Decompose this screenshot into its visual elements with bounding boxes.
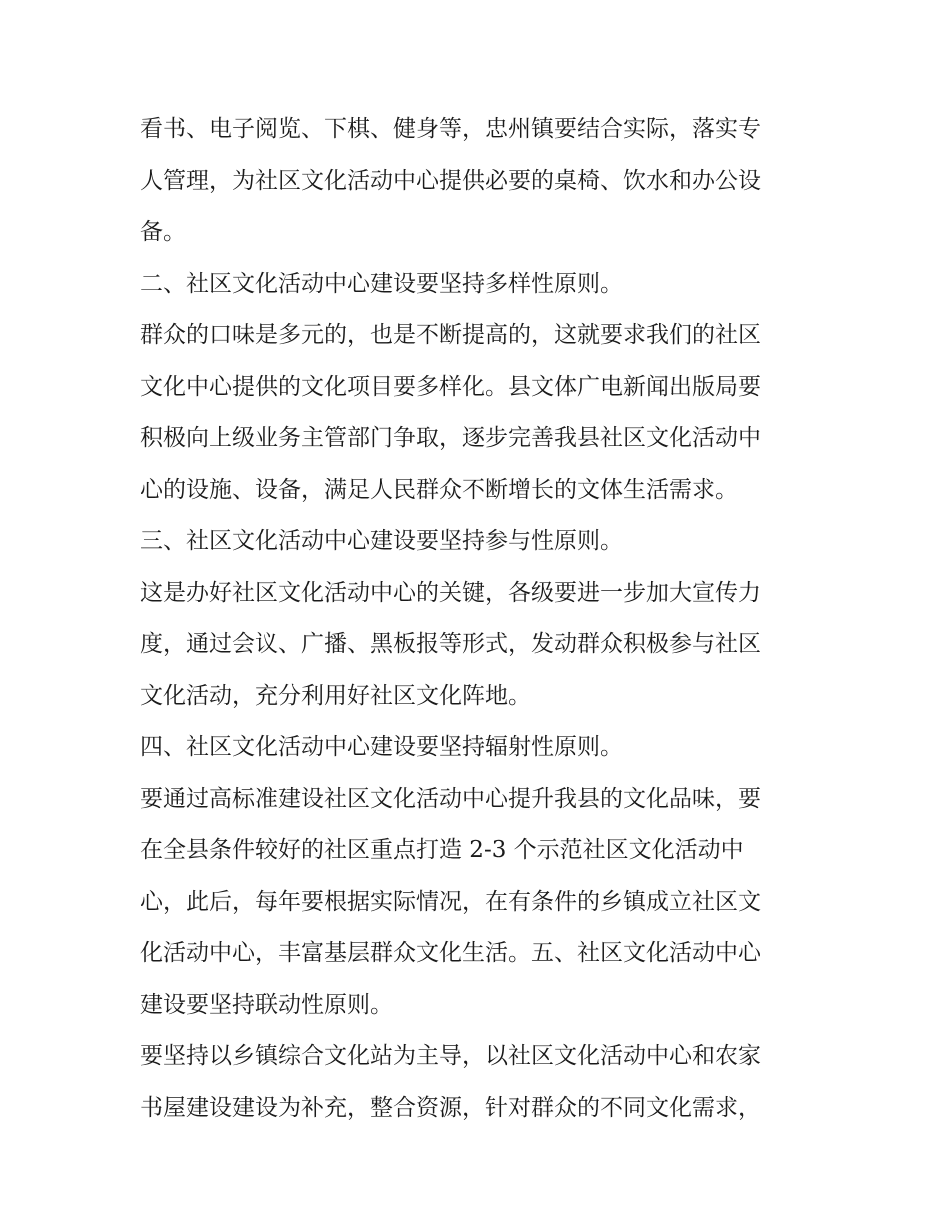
section-heading: 二、社区文化活动中心建设要坚持多样性原则。: [140, 270, 623, 297]
text-line: 书屋建设建设为补充，整合资源，针对群众的不同文化需求，: [140, 1094, 761, 1121]
text-line: 化活动中心，丰富基层群众文化生活。五、社区文化活动中心: [140, 940, 761, 966]
text-line: 建设要坚持联动性原则。: [140, 991, 393, 1018]
text-line: 人管理，为社区文化活动中心提供必要的桌椅、饮水和办公设: [140, 167, 761, 194]
text-line: 要坚持以乡镇综合文化站为主导，以社区文化活动中心和农家: [140, 1043, 761, 1069]
text-line: 文化活动，充分利用好社区文化阵地。: [140, 682, 531, 709]
text-line: 备。: [140, 219, 186, 245]
text-line: 心，此后，每年要根据实际情况，在有条件的乡镇成立社区文: [140, 888, 761, 915]
text-line: 心的设施、设备，满足人民群众不断增长的文体生活需求。: [140, 476, 738, 503]
section-heading: 三、社区文化活动中心建设要坚持参与性原则。: [140, 528, 623, 554]
text-line: 积极向上级业务主管部门争取，逐步完善我县社区文化活动中: [140, 425, 761, 451]
document-body: [140, 104, 830, 1134]
text-line: 要通过高标准建设社区文化活动中心提升我县的文化品味，要: [140, 785, 761, 812]
section-heading: 四、社区文化活动中心建设要坚持辐射性原则。: [140, 734, 623, 760]
text-line: 看书、电子阅览、下棋、健身等，忠州镇要结合实际，落实专: [140, 116, 761, 142]
text-line: 文化中心提供的文化项目要多样化。县文体广电新闻出版局要: [140, 373, 761, 400]
text-line: 度，通过会议、广播、黑板报等形式，发动群众积极参与社区: [140, 631, 761, 657]
text-line: 群众的口味是多元的，也是不断提高的，这就要求我们的社区: [140, 322, 761, 348]
text-line: 这是办好社区文化活动中心的关键，各级要进一步加大宣传力: [140, 579, 761, 606]
text-line: 在全县条件较好的社区重点打造 2-3 个示范社区文化活动中: [140, 837, 744, 863]
